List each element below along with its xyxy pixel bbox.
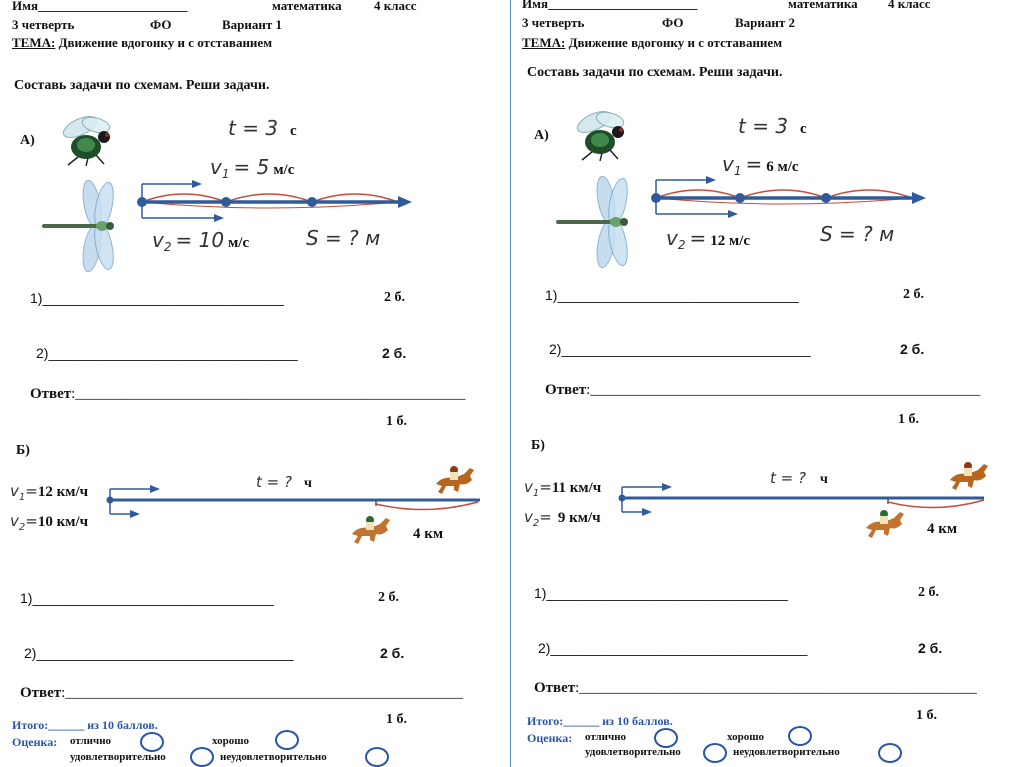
task-b-step-2-points: 2 б. <box>918 640 943 656</box>
subject-label: математика <box>272 0 342 13</box>
task-b-distance: 4 км <box>413 526 444 542</box>
variant-label: Вариант 2 <box>735 15 796 30</box>
task-a-v2 <box>152 228 249 254</box>
task-b-step-2[interactable]: 2)_________________________________ <box>538 640 808 656</box>
v1-value: = 5 <box>233 155 270 179</box>
instruction: Составь задачи по схемам. Реши задачи. <box>14 78 270 93</box>
v1-equals: = <box>25 482 38 500</box>
fo-label: ФО <box>662 15 684 30</box>
v1-value: 12 км/ч <box>37 484 89 500</box>
task-a-time <box>228 116 297 140</box>
task-a-label: А) <box>534 128 549 143</box>
grade-excellent-circle[interactable] <box>140 732 164 752</box>
v2-equals: = <box>689 226 707 250</box>
distance-formula: S = ? м <box>306 226 381 250</box>
grade-good-label: хорошо <box>212 735 249 747</box>
grade-satisfactory-circle[interactable] <box>190 747 214 767</box>
task-b-v1 <box>524 478 601 499</box>
v1-subscript: 1 <box>733 164 742 179</box>
grade-good-circle[interactable] <box>275 730 299 750</box>
v1-subscript: 1 <box>532 488 540 500</box>
task-a-answer-points: 1 б. <box>386 414 407 429</box>
time-unit: ч <box>303 476 312 491</box>
variant-label: Вариант 1 <box>222 17 283 32</box>
v2-subscript: 2 <box>163 240 172 255</box>
subject-label: математика <box>788 0 858 11</box>
grade-unsatisfactory-circle[interactable] <box>365 747 389 767</box>
task-a-step-1[interactable]: 1)_______________________________ <box>545 287 799 303</box>
grade-excellent-circle[interactable] <box>654 728 678 748</box>
topic-label: ТЕМА: <box>522 35 566 50</box>
v2-symbol: v <box>666 226 678 250</box>
fo-label: ФО <box>150 17 172 32</box>
v2-subscript: 2 <box>18 522 26 534</box>
topic-line <box>522 35 782 51</box>
grade-satisfactory-label: удовлетворительно <box>70 751 166 763</box>
total-score[interactable]: Итого:______ из 10 баллов. <box>527 714 673 728</box>
v1-symbol: v <box>722 152 734 176</box>
v1-symbol: v <box>10 482 19 500</box>
horse-rider-front-icon <box>946 458 992 494</box>
distance-formula: S = ? м <box>820 222 895 246</box>
v2-symbol: v <box>524 508 533 526</box>
fly-icon <box>572 110 632 162</box>
topic-label: ТЕМА: <box>12 35 56 50</box>
v2-subscript: 2 <box>677 238 686 253</box>
grade-label: Оценка: <box>527 731 573 745</box>
v1-equals: = <box>745 152 763 176</box>
task-b-answer-points: 1 б. <box>386 712 407 727</box>
task-a-step-1[interactable]: 1)_______________________________ <box>30 290 284 306</box>
v1-symbol: v <box>524 478 533 496</box>
v1-value: 6 м/с <box>766 159 799 175</box>
v2-equals: = <box>539 508 552 526</box>
task-a-step-1-points: 2 б. <box>903 287 924 302</box>
grade-good-circle[interactable] <box>788 726 812 746</box>
name-field[interactable]: Имя_______________________ <box>12 0 188 13</box>
v2-value: 9 км/ч <box>557 510 601 526</box>
task-a-step-2-points: 2 б. <box>900 341 925 357</box>
task-b-step-2-points: 2 б. <box>380 645 405 661</box>
answer-line: :____________________________________________________ <box>71 386 466 402</box>
grade-unsatisfactory-circle[interactable] <box>878 743 902 763</box>
task-b-v2 <box>524 508 601 529</box>
task-b-step-1[interactable]: 1)_______________________________ <box>534 585 788 601</box>
task-b-step-1[interactable]: 1)_______________________________ <box>20 590 274 606</box>
quarter-label: 3 четверть <box>522 15 585 30</box>
grade-satisfactory-circle[interactable] <box>703 743 727 763</box>
task-a-v2 <box>666 226 750 252</box>
task-b-step-1-points: 2 б. <box>378 590 399 605</box>
class-label: 4 класс <box>888 0 931 11</box>
v2-value: 12 м/с <box>710 233 751 249</box>
v1-subscript: 1 <box>18 492 26 504</box>
task-b-answer-points: 1 б. <box>916 708 937 723</box>
task-a-step-2[interactable]: 2)________________________________ <box>549 341 811 357</box>
class-label: 4 класс <box>374 0 417 13</box>
v2-value: = 10 <box>175 228 225 252</box>
task-b-v1 <box>10 482 88 503</box>
task-b-step-2[interactable]: 2)_________________________________ <box>24 645 294 661</box>
grade-good-label: хорошо <box>727 731 764 743</box>
answer-label: Ответ <box>534 680 576 696</box>
quarter-label: 3 четверть <box>12 17 75 32</box>
task-a-step-1-points: 2 б. <box>384 290 405 305</box>
total-score[interactable]: Итого:______ из 10 баллов. <box>12 718 158 732</box>
v1-subscript: 1 <box>221 167 230 182</box>
task-b-label: Б) <box>16 443 30 458</box>
grade-excellent-label: отлично <box>585 731 627 743</box>
fly-icon <box>58 115 118 167</box>
dragonfly-icon <box>40 178 120 274</box>
time-formula: t = 3 <box>738 114 789 138</box>
task-b-label: Б) <box>531 438 545 453</box>
task-b-answer[interactable] <box>534 680 977 697</box>
horse-rider-front-icon <box>432 462 478 498</box>
answer-label: Ответ <box>30 386 72 402</box>
answer-line: :_____________________________________________________ <box>575 680 977 696</box>
task-b-time <box>770 469 828 488</box>
v1-value: 11 км/ч <box>551 480 602 496</box>
task-a-answer-points: 1 б. <box>898 412 919 427</box>
v2-unit: м/с <box>228 235 250 251</box>
task-b-time <box>256 473 312 492</box>
name-field[interactable]: Имя_______________________ <box>522 0 698 11</box>
grade-satisfactory-label: удовлетворительно <box>585 746 681 758</box>
topic-line <box>12 35 272 51</box>
task-a-step-2-points: 2 б. <box>382 345 407 361</box>
horse-rider-back-icon <box>862 506 908 542</box>
v2-value: 10 км/ч <box>37 514 89 530</box>
topic-text: Движение вдогонку и с отставанием <box>565 35 783 50</box>
grade-unsatisfactory-label: неудовлетворительно <box>733 746 840 758</box>
task-b-v2 <box>10 512 88 533</box>
v1-equals: = <box>539 478 552 496</box>
grade-unsatisfactory-label: неудовлетворительно <box>220 751 327 763</box>
task-b-step-1-points: 2 б. <box>918 585 939 600</box>
task-a-v1 <box>210 155 294 181</box>
page-divider <box>510 0 511 767</box>
v1-unit: м/с <box>273 162 295 178</box>
v2-symbol: v <box>10 512 19 530</box>
v1-symbol: v <box>210 155 222 179</box>
v2-symbol: v <box>152 228 164 252</box>
grade-label: Оценка: <box>12 735 58 749</box>
topic-text: Движение вдогонку и с отставанием <box>55 35 273 50</box>
dragonfly-icon <box>554 174 634 270</box>
time-unit: с <box>800 121 807 137</box>
grade-excellent-label: отлично <box>70 735 112 747</box>
task-b-answer[interactable] <box>20 685 463 702</box>
v2-subscript: 2 <box>532 518 540 530</box>
task-a-time <box>738 114 807 138</box>
task-a-answer[interactable] <box>30 386 465 403</box>
time-unit: с <box>290 123 297 139</box>
horse-rider-back-icon <box>348 512 394 548</box>
answer-label: Ответ <box>20 685 62 701</box>
time-formula: t = ? <box>770 469 806 487</box>
answer-line: :_____________________________________________________ <box>61 685 463 701</box>
instruction: Составь задачи по схемам. Реши задачи. <box>527 65 783 80</box>
task-a-label: А) <box>20 133 35 148</box>
time-formula: t = ? <box>256 473 292 491</box>
time-formula: t = 3 <box>228 116 279 140</box>
time-unit: ч <box>819 472 828 487</box>
task-a-answer[interactable] <box>545 382 980 399</box>
v2-equals: = <box>25 512 38 530</box>
answer-label: Ответ <box>545 382 587 398</box>
task-a-step-2[interactable]: 2)________________________________ <box>36 345 298 361</box>
task-b-distance: 4 км <box>927 521 958 537</box>
task-a-v1 <box>722 152 799 178</box>
answer-line: :____________________________________________________ <box>586 382 981 398</box>
